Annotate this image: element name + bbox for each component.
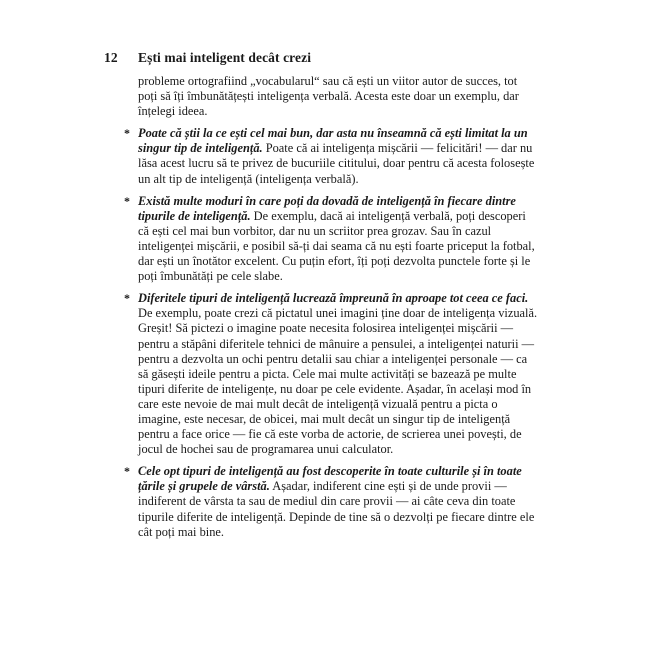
item-text: De exemplu, dacă ai inteligență verbală, poți descoperi că ești cel mai bun vorbitor, dar nu un scriitor prea grozav. Sau în cazul inteligenței mișcării, e posibil să-ți dai seama că nu ești foarte priceput la fotbal, dar ești un înotător excelent. Cu puțin efort, îți poți dezvolta punctele forte și le poți îmbunătăți pe cele slabe. [138,208,535,284]
running-title: Ești mai inteligent decât crezi [138,50,312,65]
asterisk-bullet-icon: * [124,126,130,141]
item-lead: Există multe moduri în care poți da dovadă de inteligență în fiecare dintre tipurile de inteligență. [138,193,516,223]
asterisk-bullet-icon: * [124,291,130,306]
page-number: 12 [104,50,118,65]
page-body [124,74,538,547]
item-text: Așadar, indiferent cine ești și de unde provii — indiferent de vârsta ta sau de mediul din care provii — ai câte ceva din toate tipurile diferite de inteligență. Depinde de tine să o dezvolți pe fiecare dintre ele cât poți mai bine. [138,479,535,539]
list-item [124,126,538,186]
bullet-list [124,126,538,539]
asterisk-bullet-icon: * [124,464,130,479]
intro-paragraph: probleme ortografiind „vocabularul“ sau că ești un viitor autor de succes, tot poți să îți îmbunătățești inteligența verbală. Acesta este doar un exemplu, dar înțelegi ideea. [138,74,519,119]
list-item [124,291,538,457]
list-item [124,193,538,285]
item-lead: Diferitele tipuri de inteligență lucrează împreună în aproape tot ceea ce faci. [138,291,529,306]
item-text: Poate că ai inteligența mișcării — felicitări! — dar nu lăsa acest lucru să te privez de bucuriile cititului, doar pentru că acesta folosește un alt tip de inteligență (inteligența verbală). [138,141,535,186]
asterisk-bullet-icon: * [124,193,130,208]
list-item [124,464,538,539]
running-header [104,50,311,66]
item-lead: Cele opt tipuri de inteligență au fost descoperite în toate culturile și în toate țările și grupele de vârstă. [138,464,522,494]
item-lead: Poate că știi la ce ești cel mai bun, dar asta nu înseamnă că ești limitat la un singur tip de inteligență. [138,126,528,156]
item-text: De exemplu, poate crezi că pictatul unei imagini ține doar de inteligența vizuală. Greșit! Să pictezi o imagine poate necesita folosirea inteligenței mișcării — pentru a stăpâni diferitele tehnici de mânuire a pensulei, a inteligenței naturii — pentru a dezvolta un ochi pentru detalii sau chiar a inteligenței personale — ca să găsești ideile pentru a picta. Cele mai multe activități se bazează pe multe tipuri diferite de inteligențe, nu doar pe cele evidente. Așadar, în același mod în care este nevoie de mai mult decât de inteligență vizuală pentru a picta o imagine, este necesar, de obicei, mai mult decât un singur tip de inteligență pentru a face orice — fie că este vorba de actorie, de scrierea unei povești, de jocul de hochei sau de programarea unui calculator. [138,306,538,457]
